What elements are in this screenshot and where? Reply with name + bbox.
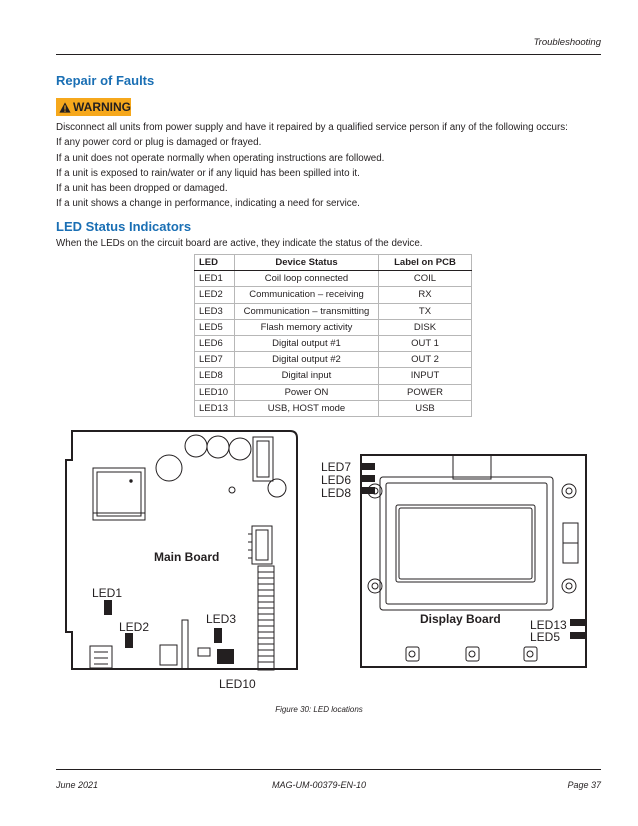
cell-led: LED5 — [195, 319, 235, 335]
cell-pcb-label: DISK — [379, 319, 472, 335]
cell-status: Communication – transmitting — [235, 303, 379, 319]
column-header-device-status: Device Status — [235, 255, 379, 271]
footer-page-number: Page 37 — [567, 780, 601, 790]
led2-marker — [125, 633, 133, 648]
cell-pcb-label: RX — [379, 287, 472, 303]
led6-marker — [361, 475, 375, 482]
led5-label: LED5 — [530, 630, 561, 644]
led8-label: LED8 — [321, 486, 352, 500]
footer-doc-id: MAG-UM-00379-EN-10 — [271, 780, 367, 790]
cell-status: USB, HOST mode — [235, 400, 379, 416]
cell-status: Coil loop connected — [235, 271, 379, 287]
cell-led: LED1 — [195, 271, 235, 287]
cell-pcb-label: USB — [379, 400, 472, 416]
cell-status: Flash memory activity — [235, 319, 379, 335]
display-board-label: Display Board — [420, 612, 501, 626]
cell-led: LED3 — [195, 303, 235, 319]
cell-status: Digital output #2 — [235, 352, 379, 368]
column-header-led: LED — [195, 255, 235, 271]
led7-marker — [361, 463, 375, 470]
led5-marker — [570, 632, 585, 639]
led6-label: LED6 — [321, 473, 352, 487]
repair-title: Repair of Faults — [56, 73, 155, 88]
repair-line: Disconnect all units from power supply and have it repaired by a qualified service person if any of the following occurs: — [56, 122, 568, 133]
repair-line: If any power cord or plug is damaged or frayed. — [56, 137, 262, 149]
cell-led: LED8 — [195, 368, 235, 384]
led13-label: LED13 — [530, 618, 567, 632]
column-header-label-on-pcb: Label on PCB — [379, 255, 472, 271]
led1-label: LED1 — [92, 586, 123, 600]
cell-led: LED6 — [195, 335, 235, 351]
cell-led: LED10 — [195, 384, 235, 400]
cell-led: LED7 — [195, 352, 235, 368]
cell-pcb-label: TX — [379, 303, 472, 319]
cell-status: Digital input — [235, 368, 379, 384]
led-status-title: LED Status Indicators — [56, 219, 192, 234]
header-section-title: Troubleshooting — [533, 37, 601, 48]
repair-line: If a unit shows a change in performance, indicating a need for service. — [56, 198, 360, 210]
led13-marker — [570, 619, 585, 626]
led8-marker — [361, 487, 375, 494]
cell-status: Digital output #1 — [235, 335, 379, 351]
main-board-label: Main Board — [154, 550, 220, 564]
led3-marker — [214, 628, 222, 643]
cell-status: Power ON — [235, 384, 379, 400]
led1-marker — [104, 600, 112, 615]
cell-pcb-label: INPUT — [379, 368, 472, 384]
repair-line: If a unit has been dropped or damaged. — [56, 183, 228, 195]
cell-led: LED13 — [195, 400, 235, 416]
led3-label: LED3 — [206, 612, 237, 626]
led10-label: LED10 — [219, 677, 256, 691]
figure-caption: Figure 30: LED locations — [275, 705, 363, 714]
repair-line: If a unit does not operate normally when operating instructions are followed. — [56, 152, 385, 164]
cell-pcb-label: POWER — [379, 384, 472, 400]
footer-rule — [56, 769, 601, 770]
led-status-intro: When the LEDs on the circuit board are active, they indicate the status of the device. — [56, 238, 423, 249]
cell-status: Communication – receiving — [235, 287, 379, 303]
warning-label: WARNING — [73, 100, 131, 114]
led2-label: LED2 — [119, 620, 150, 634]
cell-pcb-label: COIL — [379, 271, 472, 287]
cell-pcb-label: OUT 1 — [379, 335, 472, 351]
cell-pcb-label: OUT 2 — [379, 352, 472, 368]
led10-marker — [217, 649, 234, 664]
cell-led: LED2 — [195, 287, 235, 303]
led7-label: LED7 — [321, 460, 352, 474]
repair-line: If a unit is exposed to rain/water or if any liquid has been spilled into it. — [56, 167, 360, 179]
footer-date: June 2021 — [56, 780, 99, 790]
